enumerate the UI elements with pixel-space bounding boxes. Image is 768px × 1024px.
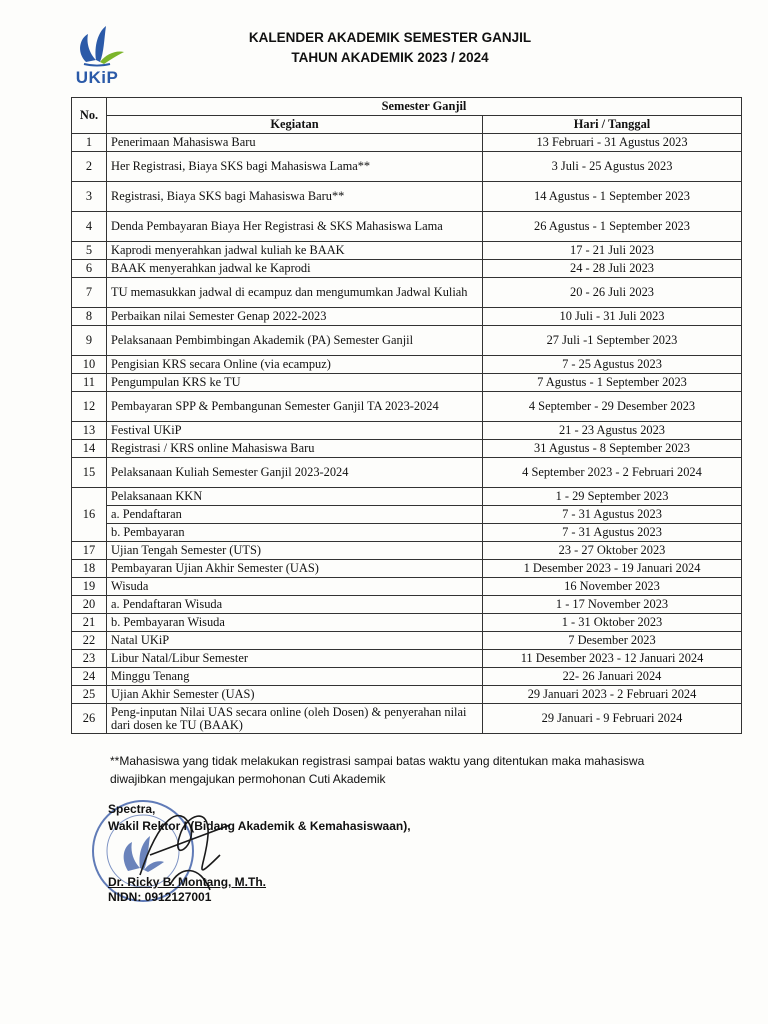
row-kegiatan: Pengumpulan KRS ke TU	[107, 374, 483, 392]
table-row	[72, 392, 742, 422]
table-row	[72, 614, 742, 632]
row-number: 20	[72, 596, 107, 614]
table-row	[72, 668, 742, 686]
table-row	[72, 134, 742, 152]
row-kegiatan: Penerimaan Mahasiswa Baru	[107, 134, 483, 152]
table-row	[72, 686, 742, 704]
academic-calendar-table	[71, 97, 742, 734]
row-kegiatan: Pembayaran SPP & Pembangunan Semester Ganjil TA 2023-2024	[107, 392, 483, 422]
row-tanggal: 13 Februari - 31 Agustus 2023	[483, 134, 742, 152]
row-kegiatan: BAAK menyerahkan jadwal ke Kaprodi	[107, 260, 483, 278]
row-number: 17	[72, 542, 107, 560]
row-tanggal: 7 Desember 2023	[483, 632, 742, 650]
ukip-leaf-icon	[74, 24, 134, 68]
row-number: 26	[72, 704, 107, 734]
row-tanggal: 31 Agustus - 8 September 2023	[483, 440, 742, 458]
row-number: 10	[72, 356, 107, 374]
table-row	[72, 374, 742, 392]
row-tanggal: 1 - 29 September 2023	[483, 488, 742, 506]
row-kegiatan: Kaprodi menyerahkan jadwal kuliah ke BAAK	[107, 242, 483, 260]
table-row	[72, 704, 742, 734]
row-number: 15	[72, 458, 107, 488]
document-title: KALENDER AKADEMIK SEMESTER GANJIL	[248, 30, 532, 45]
row-tanggal: 4 September - 29 Desember 2023	[483, 392, 742, 422]
row-tanggal: 7 - 31 Agustus 2023	[483, 506, 742, 524]
table-row	[72, 560, 742, 578]
row-number: 21	[72, 614, 107, 632]
row-tanggal: 11 Desember 2023 - 12 Januari 2024	[483, 650, 742, 668]
row-tanggal: 1 - 17 November 2023	[483, 596, 742, 614]
row-tanggal: 29 Januari 2023 - 2 Februari 2024	[483, 686, 742, 704]
table-row	[72, 488, 742, 506]
row-kegiatan: Minggu Tenang	[107, 668, 483, 686]
table-body-upper	[72, 134, 742, 488]
table-row	[72, 260, 742, 278]
table-row	[72, 356, 742, 374]
row-tanggal: 7 - 31 Agustus 2023	[483, 524, 742, 542]
row-number: 9	[72, 326, 107, 356]
row-kegiatan: Natal UKiP	[107, 632, 483, 650]
row-kegiatan: Pelaksanaan KKN	[107, 488, 483, 506]
col-no-header: No.	[72, 98, 107, 134]
row-kegiatan: Pelaksanaan Kuliah Semester Ganjil 2023-2024	[107, 458, 483, 488]
table-row	[72, 212, 742, 242]
row-number: 2	[72, 152, 107, 182]
table-body-lower	[72, 542, 742, 734]
row-kegiatan: Wisuda	[107, 578, 483, 596]
col-kegiatan-header: Kegiatan	[107, 116, 483, 134]
row-tanggal: 22- 26 Januari 2024	[483, 668, 742, 686]
row-number: 23	[72, 650, 107, 668]
table-row	[72, 422, 742, 440]
table-row	[72, 326, 742, 356]
col-tanggal-header: Hari / Tanggal	[483, 116, 742, 134]
row-tanggal: 7 Agustus - 1 September 2023	[483, 374, 742, 392]
table-row	[72, 308, 742, 326]
row-tanggal: 17 - 21 Juli 2023	[483, 242, 742, 260]
row-tanggal: 16 November 2023	[483, 578, 742, 596]
row-tanggal: 29 Januari - 9 Februari 2024	[483, 704, 742, 734]
row-tanggal: 1 - 31 Oktober 2023	[483, 614, 742, 632]
row-kegiatan: Denda Pembayaran Biaya Her Registrasi & SKS Mahasiswa Lama	[107, 212, 483, 242]
table-row	[72, 152, 742, 182]
row-tanggal: 7 - 25 Agustus 2023	[483, 356, 742, 374]
row-tanggal: 27 Juli -1 September 2023	[483, 326, 742, 356]
row-tanggal: 26 Agustus - 1 September 2023	[483, 212, 742, 242]
row-tanggal: 14 Agustus - 1 September 2023	[483, 182, 742, 212]
table-row	[72, 524, 742, 542]
row-number: 8	[72, 308, 107, 326]
row-number: 22	[72, 632, 107, 650]
row-tanggal: 20 - 26 Juli 2023	[483, 278, 742, 308]
ukip-logo	[74, 24, 134, 90]
row-number: 18	[72, 560, 107, 578]
row-kegiatan: TU memasukkan jadwal di ecampuz dan mengumumkan Jadwal Kuliah	[107, 278, 483, 308]
row-tanggal: 23 - 27 Oktober 2023	[483, 542, 742, 560]
row-number: 19	[72, 578, 107, 596]
row-kegiatan: Perbaikan nilai Semester Genap 2022-2023	[107, 308, 483, 326]
table-row	[72, 506, 742, 524]
row-tanggal: 3 Juli - 25 Agustus 2023	[483, 152, 742, 182]
signature-place: Spectra,	[108, 802, 156, 816]
semester-header: Semester Ganjil	[107, 98, 742, 116]
row-kegiatan: b. Pembayaran Wisuda	[107, 614, 483, 632]
row-kegiatan: Peng-inputan Nilai UAS secara online (oleh Dosen) & penyerahan nilai dari dosen ke TU (BAAK)	[107, 704, 483, 734]
row-kegiatan: Registrasi, Biaya SKS bagi Mahasiswa Baru**	[107, 182, 483, 212]
row-kegiatan: Pengisian KRS secara Online (via ecampuz)	[107, 356, 483, 374]
table-row	[72, 542, 742, 560]
table-row	[72, 596, 742, 614]
row-kegiatan: Pembayaran Ujian Akhir Semester (UAS)	[107, 560, 483, 578]
table-row	[72, 650, 742, 668]
row-kegiatan: Festival UKiP	[107, 422, 483, 440]
signatory-nidn: NIDN: 0912127001	[108, 890, 212, 904]
row-number: 6	[72, 260, 107, 278]
row-number: 7	[72, 278, 107, 308]
row-number: 4	[72, 212, 107, 242]
row-number: 14	[72, 440, 107, 458]
row-tanggal: 1 Desember 2023 - 19 Januari 2024	[483, 560, 742, 578]
row-number: 5	[72, 242, 107, 260]
row-number: 11	[72, 374, 107, 392]
table-body-kkn	[72, 488, 742, 542]
table-row	[72, 182, 742, 212]
table-row	[72, 458, 742, 488]
row-kegiatan: Ujian Akhir Semester (UAS)	[107, 686, 483, 704]
row-number: 12	[72, 392, 107, 422]
row-kegiatan: Pelaksanaan Pembimbingan Akademik (PA) Semester Ganjil	[107, 326, 483, 356]
table-row	[72, 578, 742, 596]
row-tanggal: 21 - 23 Agustus 2023	[483, 422, 742, 440]
row-number: 13	[72, 422, 107, 440]
logo-text: UKiP	[75, 68, 119, 87]
row-number: 25	[72, 686, 107, 704]
row-number: 1	[72, 134, 107, 152]
row-tanggal: 24 - 28 Juli 2023	[483, 260, 742, 278]
row-number: 3	[72, 182, 107, 212]
registration-footnote: **Mahasiswa yang tidak melakukan registrasi sampai batas waktu yang ditentukan maka mahasiswa diwajibkan mengajukan permohonan Cuti Akademik	[110, 754, 645, 786]
table-row	[72, 278, 742, 308]
row-kegiatan: a. Pendaftaran	[107, 506, 483, 524]
row-kegiatan: b. Pembayaran	[107, 524, 483, 542]
academic-year-title: TAHUN AKADEMIK 2023 / 2024	[291, 50, 489, 65]
row-kegiatan: a. Pendaftaran Wisuda	[107, 596, 483, 614]
row-number: 24	[72, 668, 107, 686]
signatory-name: Dr. Ricky B. Montang, M.Th.	[108, 875, 267, 889]
row-kegiatan: Libur Natal/Libur Semester	[107, 650, 483, 668]
table-row	[72, 440, 742, 458]
row-kegiatan: Ujian Tengah Semester (UTS)	[107, 542, 483, 560]
row-kegiatan: Her Registrasi, Biaya SKS bagi Mahasiswa Lama**	[107, 152, 483, 182]
table-row	[72, 632, 742, 650]
row-tanggal: 10 Juli - 31 Juli 2023	[483, 308, 742, 326]
table-row	[72, 242, 742, 260]
row-number: 16	[72, 488, 107, 542]
signature-position: Wakil Rektor I (Bidang Akademik & Kemahasiswaan),	[108, 819, 411, 833]
row-kegiatan: Registrasi / KRS online Mahasiswa Baru	[107, 440, 483, 458]
row-tanggal: 4 September 2023 - 2 Februari 2024	[483, 458, 742, 488]
